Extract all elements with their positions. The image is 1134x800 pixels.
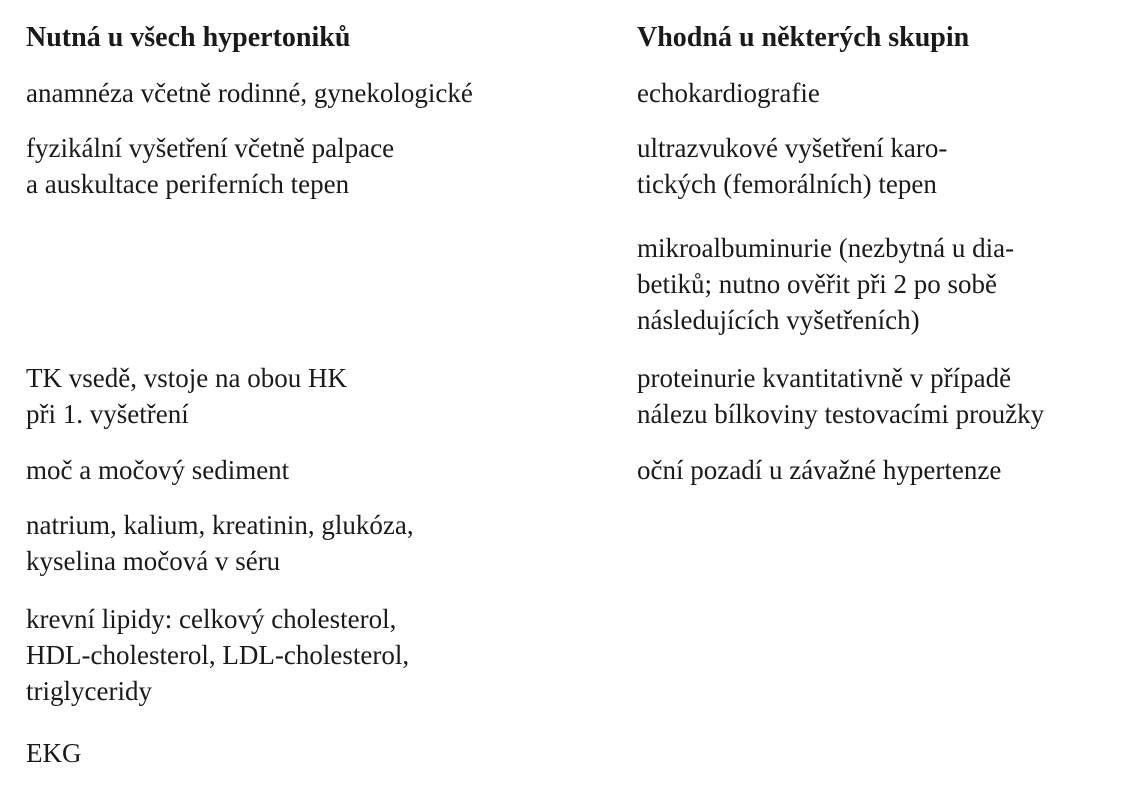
table-cell-microalbuminuria (637, 230, 1014, 338)
cell-line: krevní lipidy: celkový cholesterol, (26, 604, 397, 634)
cell-line: mikroalbuminurie (nezbytná u dia- (637, 233, 1015, 263)
table-cell-echocardiography (637, 75, 820, 111)
cell-line: a auskultace periferních tepen (26, 169, 350, 199)
cell-line: následujících vyšetřeních) (637, 305, 920, 335)
cell-line: betiků; nutno ověřit při 2 po sobě (637, 269, 997, 299)
table-cell-ultrasound (637, 130, 947, 202)
cell-line: natrium, kalium, kreatinin, glukóza, (26, 510, 414, 540)
cell-line: proteinurie kvantitativně v případě (637, 363, 1012, 393)
table-cell-physical-exam (26, 130, 394, 202)
cell-line: kyselina močová v séru (26, 546, 281, 576)
table-cell-proteinuria (637, 360, 1044, 432)
table-cell-ekg (26, 735, 82, 771)
cell-line: anamnéza včetně rodinné, gynekologické (26, 78, 473, 108)
column-header-optional: Vhodná u některých skupin (637, 22, 970, 53)
table-cell-lipids (26, 601, 409, 709)
cell-line: HDL-cholesterol, LDL-cholesterol, (26, 640, 410, 670)
cell-line: nálezu bílkoviny testovacími proužky (637, 399, 1045, 429)
table-cell-serum (26, 507, 414, 579)
column-header-required: Nutná u všech hypertoniků (26, 22, 351, 53)
cell-line: EKG (26, 738, 82, 768)
cell-line: při 1. vyšetření (26, 399, 189, 429)
cell-line: triglyceridy (26, 676, 152, 706)
cell-line: tických (femorálních) tepen (637, 169, 937, 199)
cell-line: moč a močový sediment (26, 455, 290, 485)
table-cell-anamnesis (26, 75, 473, 111)
cell-line: echokardiografie (637, 78, 820, 108)
cell-line: oční pozadí u závažné hypertenze (637, 455, 1002, 485)
cell-line: TK vsedě, vstoje na obou HK (26, 363, 347, 393)
table-cell-urine (26, 452, 289, 488)
cell-line: fyzikální vyšetření včetně palpace (26, 133, 395, 163)
table-cell-fundus (637, 452, 1001, 488)
cell-line: ultrazvukové vyšetření karo- (637, 133, 948, 163)
table-cell-blood-pressure (26, 360, 347, 432)
